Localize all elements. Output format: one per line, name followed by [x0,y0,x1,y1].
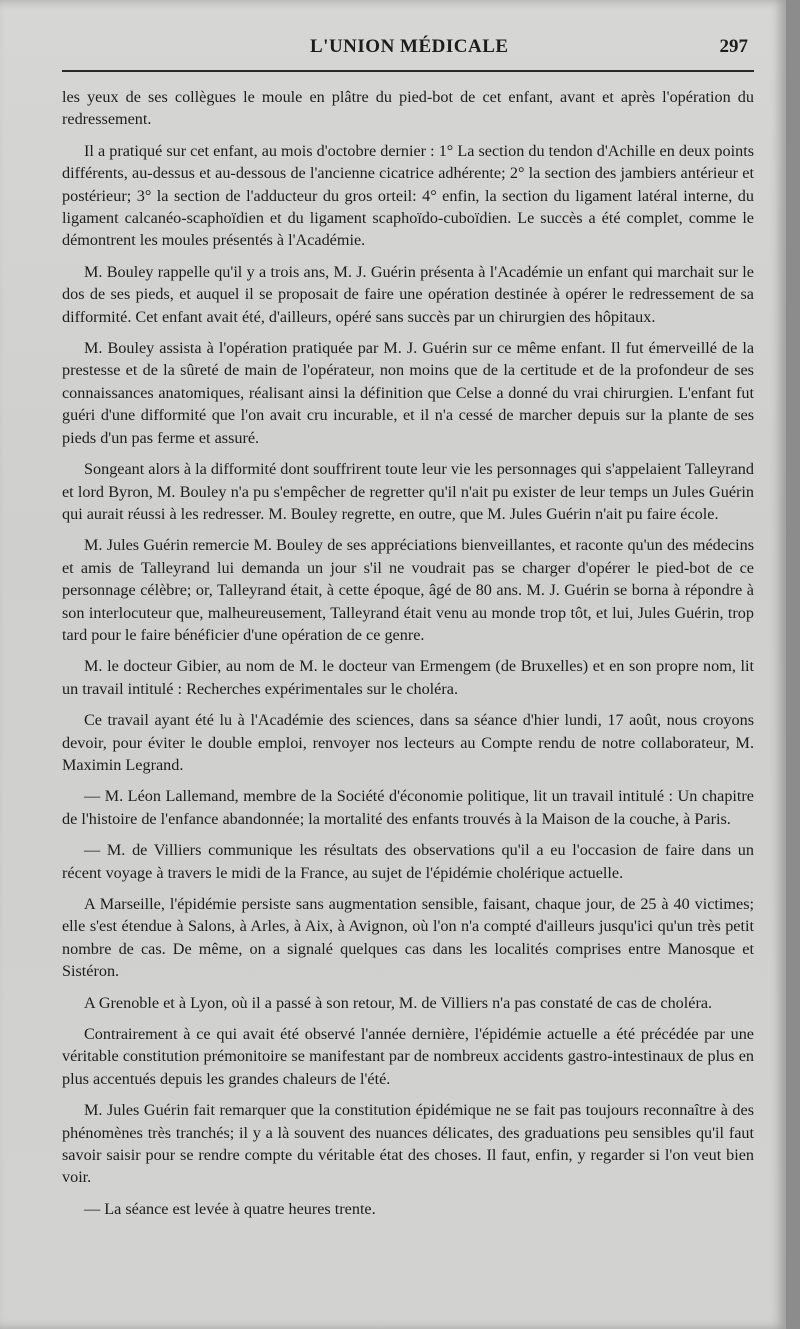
paragraph: — M. de Villiers communique les résultats des observations qu'il a eu l'occasion de faire dans un récent voyage à travers le midi de la France, au sujet de l'épidémie cholérique actuelle. [62,841,754,882]
paragraph: — M. Léon Lallemand, membre de la Société d'économie politique, lit un travail intitulé : Un chapitre de l'histoire de l'enfance abandonnée; la mortalité des enfants trouvés à la Maison de la couche, à Paris. [62,787,754,828]
page-header [70,30,750,70]
paragraph: M. Bouley assista à l'opération pratiquée par M. J. Guérin sur ce même enfant. Il fut émerveillé de la prestesse et de la sûreté de main de l'opérateur, non moins que de la certitude et de la profondeur de ses connaissances anatomiques, réalisant ainsi la définition que Celse a donné du vrai chirurgien. L'enfant fut guéri d'une difformité que l'on avait cru incurable, et il n'a cessé de marcher depuis sur la plante de ses pieds d'un pas ferme et assuré. [62,339,754,447]
paragraph: les yeux de ses collègues le moule en plâtre du pied-bot de cet enfant, avant et après l'opération du redressement. [62,88,754,129]
paragraph: M. Bouley rappelle qu'il y a trois ans, M. J. Guérin présenta à l'Académie un enfant qui marchait sur le dos de ses pieds, et auquel il se proposait de faire une opération destinée à opérer le redressement de sa difformité. Cet enfant avait été, d'ailleurs, opéré sans succès par un chirurgien des hôpitaux. [62,262,754,326]
article-body [62,86,754,1229]
paragraph: Ce travail ayant été lu à l'Académie des sciences, dans sa séance d'hier lundi, 17 août, nous croyons devoir, pour éviter le double emploi, renvoyer nos lecteurs au Compte rendu de notre collaborateur, M. Maximin Legrand. [62,711,754,774]
paragraph: M. Jules Guérin fait remarquer que la constitution épidémique ne se fait pas toujours reconnaître à des phénomènes très tranchés; il y a là souvent des nuances délicates, des graduations peu sensibles qu'il faut savoir saisir pour se rendre compte du véritable état des choses. Il faut, enfin, y regarder si l'on veut bien voir. [62,1101,754,1187]
paragraph: M. le docteur Gibier, au nom de M. le docteur van Ermengem (de Bruxelles) et en son propre nom, lit un travail intitulé : Recherches expérimentales sur le choléra. [62,657,754,698]
paragraph: Il a pratiqué sur cet enfant, au mois d'octobre dernier : 1° La section du tendon d'Achille en deux points différents, au-dessus et au-dessous de l'ancienne cicatrice adhérente; 2° la section des jambiers antérieur et postérieur; 3° la section de l'adducteur du gros orteil: 4° enfin, la section du ligament latéral interne, du ligament calcanéo-scaphoïdien et du ligament scaphoïdo-cuboïdien. Le succès a été complet, comme le démontrent les moules présentés à l'Académie. [62,141,754,250]
paragraph: Songeant alors à la difformité dont souffrirent toute leur vie les personnages qui s'appelaient Talleyrand et lord Byron, M. Bouley n'a pu s'empêcher de regretter qu'il n'ait pu exister de leur temps un Jules Guérin qui aurait réussi à les redresser. M. Bouley regrette, en outre, que M. Jules Guérin n'ait pu faire école. [62,460,754,523]
paragraph: M. Jules Guérin remercie M. Bouley de ses appréciations bienveillantes, et raconte qu'un des médecins et amis de Talleyrand lui demanda un jour s'il ne voudrait pas se charger d'opérer le pied-bot de ce personnage célèbre; or, Talleyrand était, à cette époque, âgé de 80 ans. M. J. Guérin se borna à répondre à son interlocuteur que, malheureusement, Talleyrand était venu au monde trop tôt, et lui, Jules Guérin, trop tard pour le faire bénéficier d'une opération de ce genre. [62,536,754,644]
paragraph: A Marseille, l'épidémie persiste sans augmentation sensible, faisant, chaque jour, de 25 à 40 victimes; elle s'est étendue à Salons, à Arles, à Aix, à Avignon, où l'on n'a compté d'ailleurs jusqu'ici qu'un très petit nombre de cas. De même, on a signalé quelques cas dans les localités comprises entre Manosque et Sistéron. [62,895,754,981]
paragraph: — La séance est levée à quatre heures trente. [84,1199,376,1218]
paragraph: A Grenoble et à Lyon, où il a passé à son retour, M. de Villiers n'a pas constaté de cas de choléra. [84,993,713,1012]
header-rule [62,70,754,72]
paragraph: Contrairement à ce qui avait été observé l'année dernière, l'épidémie actuelle a été précédée par une véritable constitution prémonitoire se manifestant par de nombreux accidents gastro-intestinaux de plus en plus accentués depuis les grandes chaleurs de l'été. [62,1025,754,1088]
running-title: L'UNION MÉDICALE [310,36,509,57]
page-number: 297 [719,36,748,57]
